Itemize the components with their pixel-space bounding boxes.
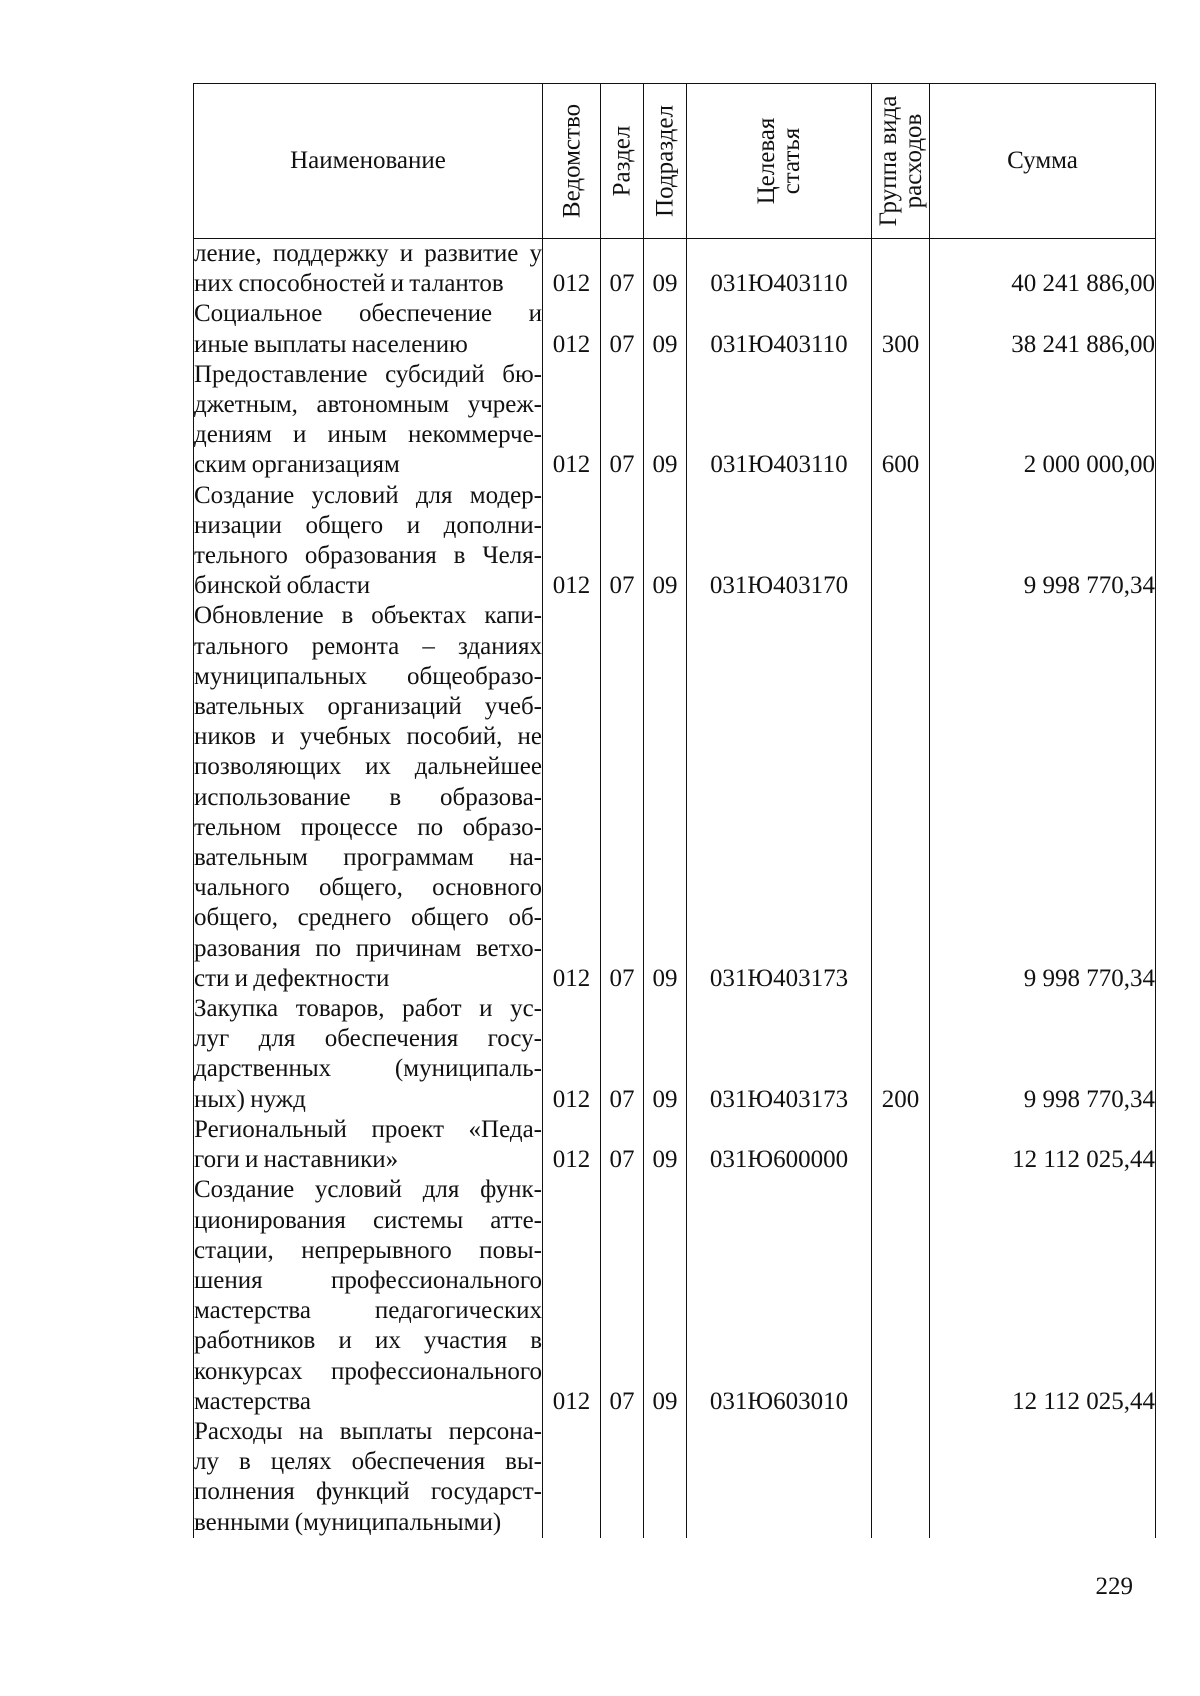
row-name-line: бинской области: [194, 572, 371, 600]
row-celevaya-statya: 031Ю600000: [687, 1115, 872, 1175]
row-name-line: тального ремонта – зданиях: [194, 632, 542, 660]
row-name: [194, 239, 543, 300]
header-vedomstvo: Ведомство: [543, 84, 601, 239]
row-razdel: 07: [601, 239, 644, 300]
row-summa: 9 998 770,34: [930, 994, 1156, 1115]
table-row: [194, 481, 1156, 602]
row-name: [194, 481, 543, 602]
row-name-line: гоги и наставники»: [194, 1146, 399, 1174]
row-name: [194, 601, 543, 994]
row-gruppa-vida: [872, 1175, 930, 1417]
row-name-line: вательных организаций учеб-: [194, 693, 542, 721]
row-name-line: стации, непрерывного повы-: [194, 1236, 542, 1264]
row-vedomstvo: 012: [543, 239, 601, 300]
row-summa: 40 241 886,00: [930, 239, 1156, 300]
row-podrazdel: [644, 1417, 687, 1538]
table-row: [194, 1417, 1156, 1538]
row-gruppa-vida: [872, 481, 930, 602]
row-name-line: ных) нужд: [194, 1085, 306, 1113]
row-name-line: мастерства: [194, 1387, 311, 1415]
row-gruppa-vida: 300: [872, 299, 930, 359]
row-razdel: 07: [601, 360, 644, 481]
row-name-line: Социальное обеспечение и: [194, 300, 542, 328]
row-razdel: 07: [601, 994, 644, 1115]
row-gruppa-vida: 200: [872, 994, 930, 1115]
table-row: [194, 299, 1156, 359]
row-name-line: венными (муниципальными): [194, 1508, 502, 1536]
row-name: [194, 1417, 543, 1538]
row-podrazdel: 09: [644, 1175, 687, 1417]
row-summa: 12 112 025,44: [930, 1175, 1156, 1417]
row-name-line: чального общего, основного: [194, 874, 542, 902]
row-vedomstvo: 012: [543, 1175, 601, 1417]
row-name-line: Расходы на выплаты персона-: [194, 1417, 542, 1445]
row-name-line: иные выплаты населению: [194, 330, 468, 358]
row-name-line: шения профессионального: [194, 1266, 542, 1294]
table-row: [194, 1115, 1156, 1175]
row-podrazdel: 09: [644, 1115, 687, 1175]
row-summa: 12 112 025,44: [930, 1115, 1156, 1175]
row-name-line: вательным программам на-: [194, 844, 542, 872]
row-name-line: Создание условий для модер-: [194, 481, 542, 509]
page-number: 229: [1095, 1573, 1133, 1600]
table-header-row: [194, 84, 1156, 239]
header-gruppa-vida-rashodov: Группа вида расходов: [872, 84, 930, 239]
row-name-line: полнения функций государст-: [194, 1478, 542, 1506]
row-name-line: общего, среднего общего об-: [194, 904, 542, 932]
table-row: [194, 994, 1156, 1115]
row-podrazdel: 09: [644, 299, 687, 359]
header-summa: Сумма: [930, 84, 1156, 239]
row-name: [194, 299, 543, 359]
row-podrazdel: 09: [644, 360, 687, 481]
row-name-line: ников и учебных пособий, не: [194, 723, 542, 751]
row-name-line: луг для обеспечения госу-: [194, 1025, 542, 1053]
row-name-line: тельного образования в Челя-: [194, 542, 542, 570]
row-summa: 9 998 770,34: [930, 481, 1156, 602]
row-name-line: ским организациям: [194, 451, 400, 479]
row-vedomstvo: 012: [543, 299, 601, 359]
header-name: Наименование: [194, 84, 543, 239]
row-vedomstvo: [543, 1417, 601, 1538]
row-name-line: лу в целях обеспечения вы-: [194, 1448, 542, 1476]
row-name-line: сти и дефектности: [194, 964, 390, 992]
row-name-line: них способностей и талантов: [194, 270, 504, 298]
row-name-line: конкурсах профессионального: [194, 1357, 542, 1385]
row-name-line: ционирования системы атте-: [194, 1206, 542, 1234]
row-name: [194, 360, 543, 481]
row-vedomstvo: 012: [543, 481, 601, 602]
row-name-line: дарственных (муниципаль-: [194, 1055, 542, 1083]
row-gruppa-vida: [872, 239, 930, 300]
row-celevaya-statya: 031Ю603010: [687, 1175, 872, 1417]
table-row: [194, 239, 1156, 300]
header-podrazdel: Подраздел: [644, 84, 687, 239]
table-row: [194, 601, 1156, 994]
header-razdel: Раздел: [601, 84, 644, 239]
row-name-line: Закупка товаров, работ и ус-: [194, 995, 542, 1023]
row-name-line: разования по причинам ветхо-: [194, 934, 542, 962]
row-name-line: Предоставление субсидий бю-: [194, 360, 542, 388]
row-celevaya-statya: [687, 1417, 872, 1538]
row-name-line: работников и их участия в: [194, 1327, 542, 1355]
row-razdel: 07: [601, 299, 644, 359]
row-podrazdel: 09: [644, 239, 687, 300]
row-razdel: [601, 1417, 644, 1538]
row-gruppa-vida: [872, 601, 930, 994]
row-name-line: Региональный проект «Педа-: [194, 1115, 542, 1143]
row-summa: 9 998 770,34: [930, 601, 1156, 994]
row-name: [194, 1115, 543, 1175]
row-gruppa-vida: [872, 1115, 930, 1175]
row-name-line: дениям и иным некоммерче-: [194, 421, 542, 449]
row-celevaya-statya: 031Ю403173: [687, 994, 872, 1115]
row-razdel: 07: [601, 1175, 644, 1417]
row-name: [194, 1175, 543, 1417]
row-summa: 38 241 886,00: [930, 299, 1156, 359]
row-celevaya-statya: 031Ю403110: [687, 299, 872, 359]
row-vedomstvo: 012: [543, 1115, 601, 1175]
row-celevaya-statya: 031Ю403110: [687, 360, 872, 481]
row-podrazdel: 09: [644, 994, 687, 1115]
row-podrazdel: 09: [644, 601, 687, 994]
row-name-line: Создание условий для функ-: [194, 1176, 542, 1204]
row-name-line: использование в образова-: [194, 783, 542, 811]
row-podrazdel: 09: [644, 481, 687, 602]
row-name: [194, 994, 543, 1115]
row-name-line: Обновление в объектах капи-: [194, 602, 542, 630]
row-name-line: муниципальных общеобразо-: [194, 662, 542, 690]
row-razdel: 07: [601, 481, 644, 602]
row-name-line: джетным, автономным учреж-: [194, 391, 542, 419]
row-gruppa-vida: 600: [872, 360, 930, 481]
row-celevaya-statya: 031Ю403170: [687, 481, 872, 602]
row-name-line: тельном процессе по образо-: [194, 813, 542, 841]
row-razdel: 07: [601, 601, 644, 994]
table-row: [194, 360, 1156, 481]
row-summa: [930, 1417, 1156, 1538]
table-row: [194, 1175, 1156, 1417]
header-celevaya-statya: Целевая статья: [687, 84, 872, 239]
row-celevaya-statya: 031Ю403110: [687, 239, 872, 300]
row-summa: 2 000 000,00: [930, 360, 1156, 481]
row-celevaya-statya: 031Ю403173: [687, 601, 872, 994]
row-vedomstvo: 012: [543, 994, 601, 1115]
row-name-line: низации общего и дополни-: [194, 511, 542, 539]
row-vedomstvo: 012: [543, 360, 601, 481]
row-gruppa-vida: [872, 1417, 930, 1538]
row-name-line: позволяющих их дальнейшее: [194, 753, 542, 781]
budget-table: [193, 83, 1156, 1538]
row-vedomstvo: 012: [543, 601, 601, 994]
row-name-line: ление, поддержку и развитие у: [194, 240, 542, 267]
row-name-line: мастерства педагогических: [194, 1297, 542, 1325]
row-razdel: 07: [601, 1115, 644, 1175]
